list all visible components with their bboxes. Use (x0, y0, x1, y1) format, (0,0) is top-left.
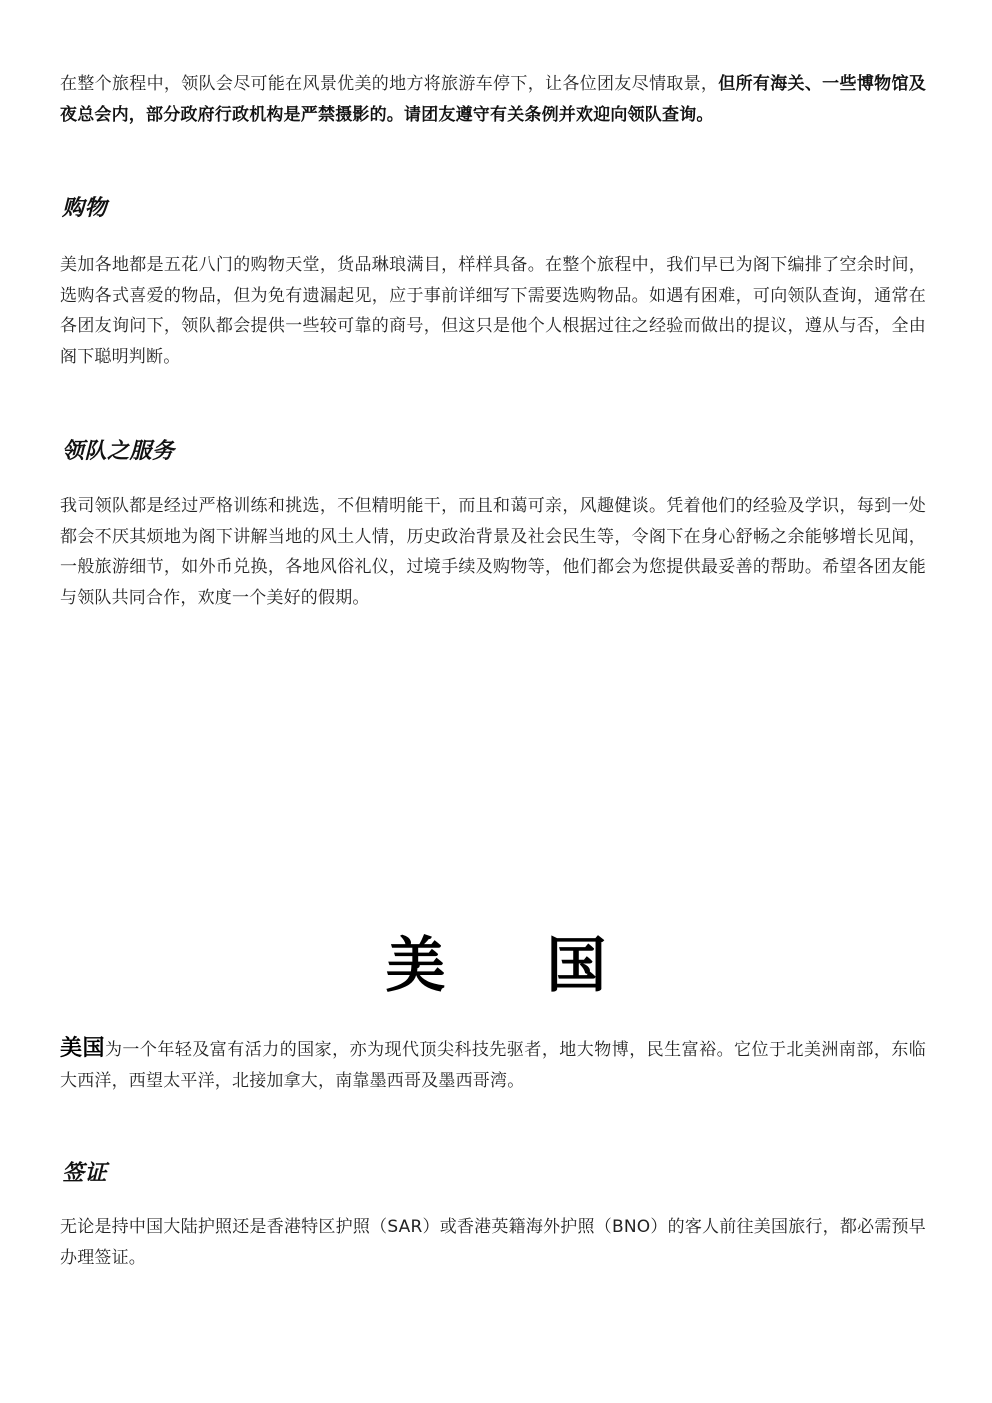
photography-restriction-bold-text: 但所有海关、一些博物馆及夜总会内，部分政府行政机构是严禁摄影的。请团友遵守有关条例并欢迎向领队查询。 (60, 74, 926, 125)
usa-intro-paragraph (60, 1034, 926, 1096)
leader-service-paragraph: 我司领队都是经过严格训练和挑选，不但精明能干，而且和蔼可亲，风趣健谈。凭着他们的经验及学识，每到一处都会不厌其烦地为阁下讲解当地的风土人情，历史政治背景及社会民生等，令阁下在身心舒畅之余能够增长见闻，一般旅游细节，如外币兑换，各地风俗礼仪，过境手续及购物等，他们都会为您提供最妥善的帮助。希望各团友能与领队共同合作，欢度一个美好的假期。 (60, 496, 926, 608)
leader-service-heading: 领队之服务 (62, 439, 175, 464)
usa-intro-text: 为一个年轻及富有活力的国家，亦为现代顶尖科技先驱者，地大物博，民生富裕。它位于北美洲南部，东临大西洋，西望太平洋，北接加拿大，南靠墨西哥及墨西哥湾。 (60, 1040, 926, 1091)
shopping-paragraph: 美加各地都是五花八门的购物天堂，货品琳琅满目，样样具备。在整个旅程中，我们早已为阁下编排了空余时间，选购各式喜爱的物品，但为免有遗漏起见，应于事前详细写下需要选购物品。如遇有困难，可向领队查询，通常在各团友询问下，领队都会提供一些较可靠的商号，但这只是他个人根据过往之经验而做出的提议，遵从与否，全由阁下聪明判断。 (60, 255, 926, 367)
usa-lead-word: 美国 (60, 1036, 105, 1061)
visa-heading: 签证 (62, 1161, 108, 1186)
photography-notice-paragraph (60, 69, 926, 130)
country-title: 美 国 (385, 931, 647, 1001)
shopping-heading: 购物 (62, 196, 108, 221)
photography-notice-text: 在整个旅程中，领队会尽可能在风景优美的地方将旅游车停下，让各位团友尽情取景， (60, 74, 719, 94)
visa-paragraph: 无论是持中国大陆护照还是香港特区护照（SAR）或香港英籍海外护照（BNO）的客人前往美国旅行，都必需预早办理签证。 (60, 1217, 926, 1268)
